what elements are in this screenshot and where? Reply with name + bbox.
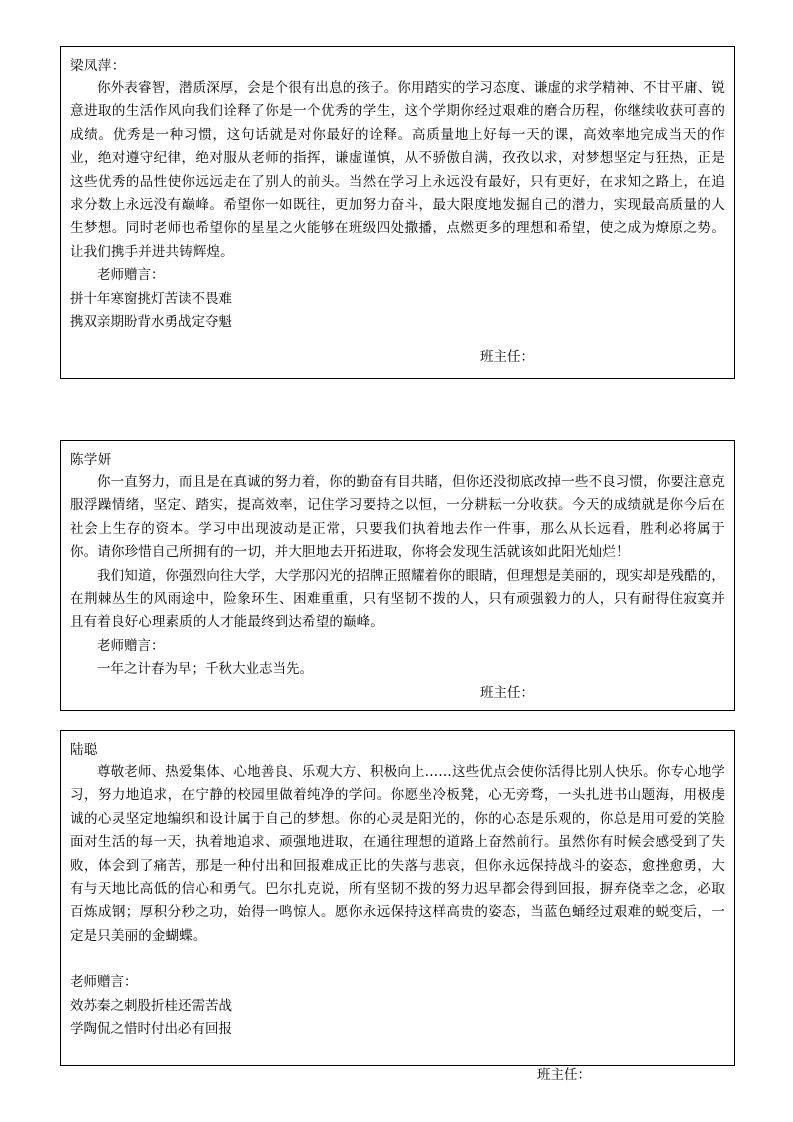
- evaluation-paragraph: 你外表睿智，潜质深厚，会是个很有出息的孩子。你用踏实的学习态度、谦虚的求学精神、不甘平庸、锐意进取的生活作风向我们诠释了你是一个优秀的学生，这个学期你经过艰难的磨合历程，你继续收获可喜的成绩。优秀是一种习惯，这句话就是对你最好的诠释。高质量地上好每一天的课，高效率地完成当天的作业，绝对遵守纪律，绝对服从老师的指挥，谦虚谨慎，从不骄傲自满，孜孜以求，对梦想坚定与狂热，正是这些优秀的品性使你远远走在了别人的前头。当然在学习上永远没有最好，只有更好，在求知之路上，在追求分数上永远没有巅峰。希望你一如既往，更加努力奋斗，最大限度地发掘自己的潜力，实现最高质量的人生梦想。同时老师也希望你的星星之火能够在班级四处撒播，点燃更多的理想和希望，使之成为燎原之势。让我们携手并进共铸辉煌。: [70, 80, 725, 260]
- spacer: [70, 334, 725, 346]
- gift-label-3: 老师赠言：: [70, 974, 138, 991]
- class-teacher-signature-3: 班主任：: [537, 1067, 591, 1084]
- gift-line: 携双亲期盼背水勇战定夺魁: [70, 314, 232, 331]
- student-name-3: 陆聪: [70, 742, 98, 758]
- spacer: [70, 1041, 725, 1064]
- evaluation-paragraph: 你一直努力，而且是在真诚的努力着，你的勤奋有目共睹，但你还没彻底改掉一些不良习惯，你要注意克服浮躁情绪，坚定、踏实，提高效率，记住学习要持之以恒，一分耕耘一分收获。今天的成绩就是你今后在社会上生存的资本。学习中出现波动是正常，只要我们执着地去作一件事，那么从长远看，胜利必将属于你。请你珍惜自己所拥有的一切，并大胆地去开拓进取，你将会发现生活就该如此阳光灿烂！: [70, 474, 725, 561]
- comment-box-2: [60, 440, 735, 711]
- gift-label-1: 老师赠言：: [97, 267, 165, 284]
- spacer: [70, 948, 725, 971]
- student-name-1: 梁凤萍：: [70, 58, 126, 74]
- comment-box-3: [60, 730, 735, 1084]
- gift-line: 效苏秦之刺股折桂还需苦战: [70, 997, 232, 1014]
- evaluation-paragraph: 尊敬老师、热爱集体、心地善良、乐观大方、积极向上……这些优点会使你活得比别人快乐。你专心地学习，努力地追求，在宁静的校园里做着纯净的学问。你愿坐冷板凳，心无旁骛，一头扎进书山题海，用极虔诚的心灵坚定地编织和设计属于自己的梦想。你的心灵是阳光的，你的心态是乐观的，你总是用可爱的笑脸面对生活的每一天，执着地追求、顽强地进取，在通往理想的道路上奋然前行。虽然你有时候会感受到了失败，体会到了痛苦，那是一种付出和回报难成正比的失落与悲哀，但你永远保持战斗的姿态，愈挫愈勇，大有与天地比高低的信心和勇气。巴尔扎克说，所有坚韧不拨的努力迟早都会得到回报，摒弃侥幸之念，必取百炼成钢；厚积分秒之功，始得一鸣惊人。愿你永远保持这样高贵的姿态，当蓝色蛹经过艰难的蜕变后，一定是只美丽的金蝴蝶。: [70, 764, 725, 944]
- gift-line: 拼十年寒窗挑灯苦读不畏难: [70, 290, 232, 307]
- student-name-2: 陈学妍: [70, 452, 112, 468]
- gift-line: 一年之计春为早；千秋大业志当先。: [97, 661, 313, 678]
- class-teacher-signature-1: 班主任：: [480, 349, 534, 366]
- gift-line: 学陶侃之惜时付出必有回报: [70, 1021, 232, 1038]
- comment-box-1: [60, 46, 735, 379]
- evaluation-paragraph: 我们知道，你强烈向往大学，大学那闪光的招牌正照耀着你的眼睛，但理想是美丽的，现实却是残酷的，在荆棘丛生的风雨途中，险象环生、困难重重，只有坚韧不拨的人，只有顽强毅力的人，只有耐得住寂寞并且有着良好心理素质的人才能最终到达希望的巅峰。: [70, 567, 725, 631]
- gift-label-2: 老师赠言：: [97, 637, 165, 654]
- class-teacher-signature-2: 班主任：: [480, 684, 534, 701]
